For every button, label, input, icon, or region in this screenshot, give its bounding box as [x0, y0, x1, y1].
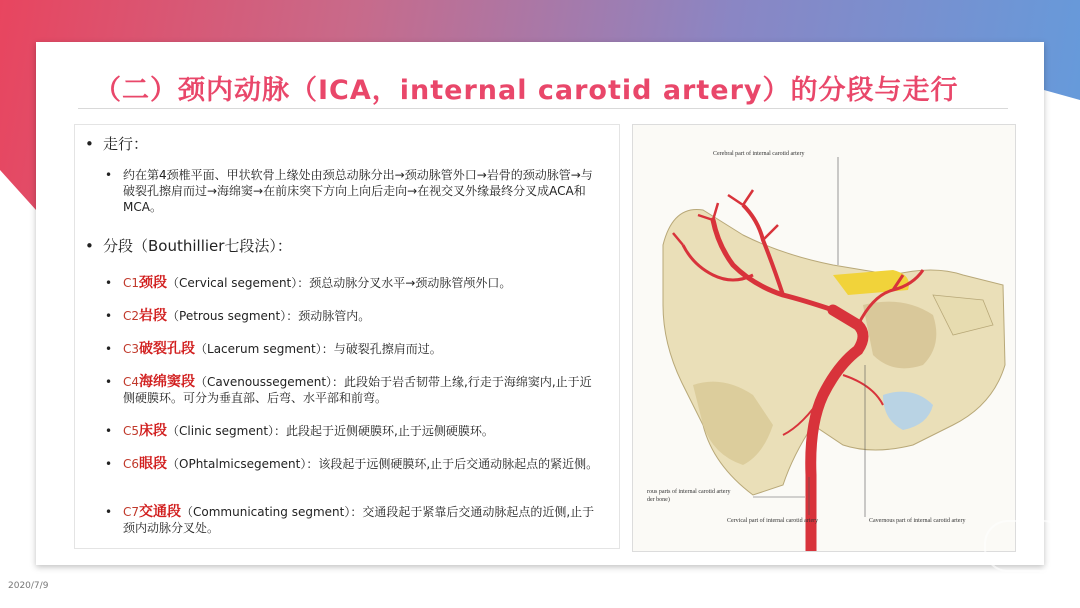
label-petrous-part: rous parts of internal carotid artery — [647, 489, 731, 495]
label-cavernous-part: Cavernous part of internal carotid artery — [869, 518, 966, 524]
slide-panel — [36, 42, 1044, 565]
segment-code: C6 — [123, 457, 140, 471]
segment-code: C5 — [123, 424, 140, 438]
bullet-icon: • — [105, 276, 113, 290]
segment-desc: （Petrous segment）：颈动脉管内。 — [167, 309, 371, 323]
segment-item — [105, 308, 603, 324]
slide-title: （二）颈内动脉（ICA，internal carotid artery）的分段与走行 — [94, 75, 959, 106]
segments-heading-label: 分段（Bouthillier七段法）： — [103, 237, 292, 255]
segment-name: 岩段 — [139, 308, 168, 324]
label-cervical-part: Cervical part of internal carotid artery — [727, 518, 819, 524]
segment-code: C7 — [123, 505, 140, 519]
segment-code: C1 — [123, 276, 140, 290]
segment-desc: （Communicating segment）：交通段起于紧靠后交通动脉起点的近侧,止于颈内动脉分叉处。 — [123, 505, 595, 535]
anatomy-figure — [632, 124, 1016, 552]
segment-name: 交通段 — [139, 504, 182, 520]
title-divider — [78, 108, 1008, 109]
course-text-body: 约在第4颈椎平面、甲状软骨上缘处由颈总动脉分出→颈动脉管外口→岩骨的颈动脉管→与破裂孔擦肩而过→海绵窦→在前床突下方向上向后走向→在视交叉外缘最终分叉成ACA和MCA。 — [123, 168, 593, 214]
bullet-icon: • — [105, 168, 113, 182]
course-heading-label: 走行： — [103, 135, 149, 153]
segment-name: 眼段 — [139, 456, 168, 472]
segment-item — [105, 341, 603, 357]
segment-item — [105, 456, 603, 472]
segment-item — [105, 275, 603, 291]
segment-item — [105, 374, 603, 406]
bullet-icon: • — [105, 457, 113, 471]
segment-name: 颈段 — [139, 275, 168, 291]
segment-name: 床段 — [139, 423, 168, 439]
segment-desc: （Lacerum segment）：与破裂孔擦肩而过。 — [195, 342, 442, 356]
segment-name: 海绵窦段 — [139, 374, 196, 390]
course-text — [105, 167, 603, 215]
text-panel — [74, 124, 620, 549]
segment-item — [105, 504, 603, 536]
course-heading — [85, 133, 148, 154]
segment-desc: （Cervical segement）：颈总动脉分叉水平→颈动脉管颅外口。 — [167, 276, 512, 290]
segment-item — [105, 423, 603, 439]
label-petrous-part-2: der bone) — [647, 497, 670, 503]
bullet-icon: • — [85, 135, 94, 153]
bullet-icon: • — [105, 342, 113, 356]
bullet-icon: • — [105, 505, 113, 519]
bullet-icon: • — [105, 424, 113, 438]
segment-desc: （OPhtalmicsegement）：该段起于远侧硬膜环,止于后交通动脉起点的紧近侧。 — [167, 457, 599, 471]
watermark-logo — [984, 520, 1068, 572]
segments-heading — [85, 235, 292, 256]
segment-code: C2 — [123, 309, 140, 323]
segment-desc: （Cavenoussegement）：此段始于岩舌韧带上缘,行走于海绵窦内,止于近侧硬膜环。可分为垂直部、后弯、水平部和前弯。 — [123, 375, 592, 405]
label-cerebral-part: Cerebral part of internal carotid artery — [713, 151, 805, 157]
bullet-icon: • — [105, 309, 113, 323]
slide-date: 2020/7/9 — [8, 581, 49, 591]
segment-code: C4 — [123, 375, 140, 389]
segment-desc: （Clinic segment）：此段起于近侧硬膜环,止于远侧硬膜环。 — [167, 424, 494, 438]
bullet-icon: • — [85, 237, 94, 255]
bullet-icon: • — [105, 375, 113, 389]
segment-name: 破裂孔段 — [139, 341, 196, 357]
artery-illustration — [633, 125, 1015, 551]
segment-code: C3 — [123, 342, 140, 356]
